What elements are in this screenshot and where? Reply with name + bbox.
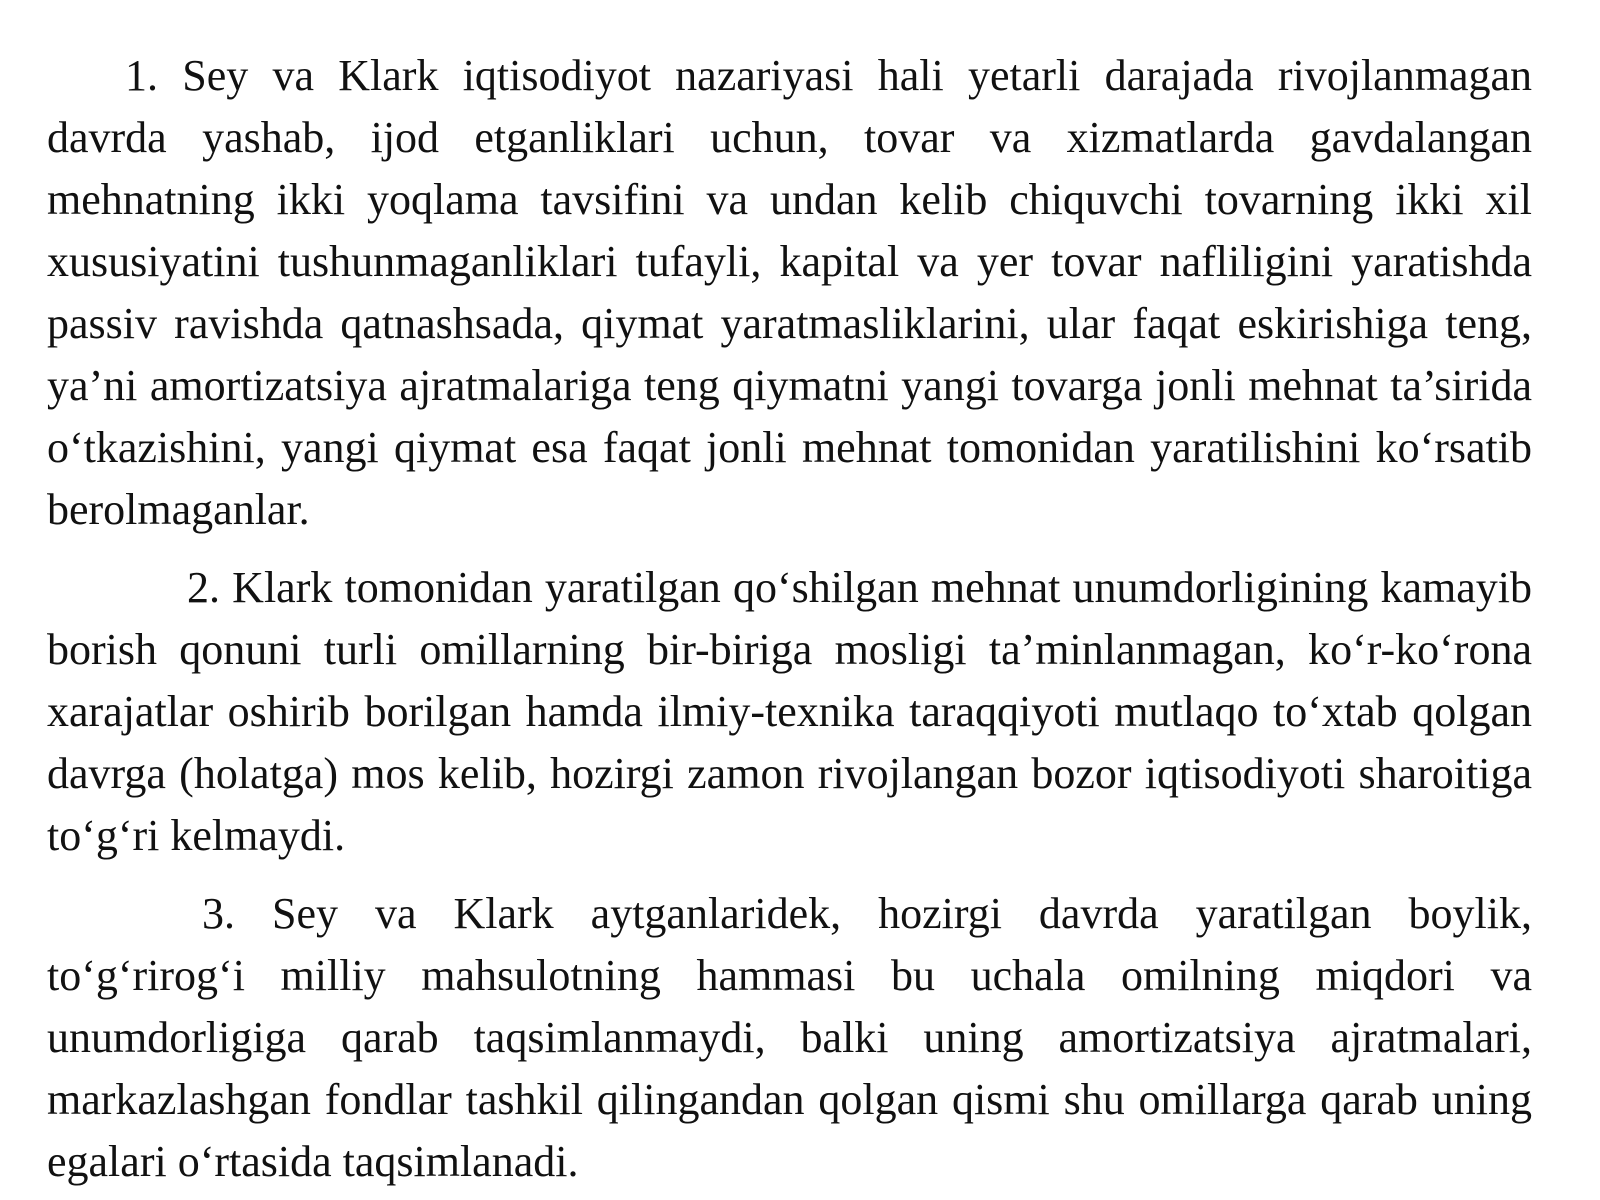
paragraph-3: 3. Sey va Klark aytganlaridek, hozirgi davrda yaratilgan boylik, to‘g‘rirog‘i milliy mahsulotning hammasi bu uchala omilning miqdori va unumdorligiga qarab taqsimlanmaydi, balki uning amortizatsiya ajratmalari, markazlashgan fondlar tashkil qilingandan qolgan qismi shu omillarga qarab uning egalari o‘rtasida taqsimlanadi.	[47, 889, 1532, 1186]
paragraph-1: 1. Sey va Klark iqtisodiyot nazariyasi hali yetarli darajada rivojlanmagan davrda yashab, ijod etganliklari uchun, tovar va xizmatlarda gavdalangan mehnatning ikki yoqlama tavsifini va undan kelib chiquvchi tovarning ikki xil xususiyatini tushunmaganliklari tufayli, kapital va yer tovar nafliligini yaratishda passiv ravishda qatnashsada, qiymat yaratmasliklarini, ular faqat eskirishiga teng, ya’ni amortizatsiya ajratmalariga teng qiymatni yangi tovarga jonli mehnat ta’sirida o‘tkazishini, yangi qiymat esa faqat jonli mehnat tomonidan yaratilishini ko‘rsatib berolmaganlar.	[47, 51, 1532, 534]
document-page	[47, 45, 1532, 1193]
paragraph-2: 2. Klark tomonidan yaratilgan qo‘shilgan mehnat unumdorligining kamayib borish qonuni turli omillarning bir-biriga mosligi ta’minlanmagan, ko‘r-ko‘rona xarajatlar oshirib borilgan hamda ilmiy-texnika taraqqiyoti mutlaqo to‘xtab qolgan davrga (holatga) mos kelib, hozirgi zamon rivojlangan bozor iqtisodiyoti sharoitiga to‘g‘ri kelmaydi.	[47, 563, 1532, 860]
